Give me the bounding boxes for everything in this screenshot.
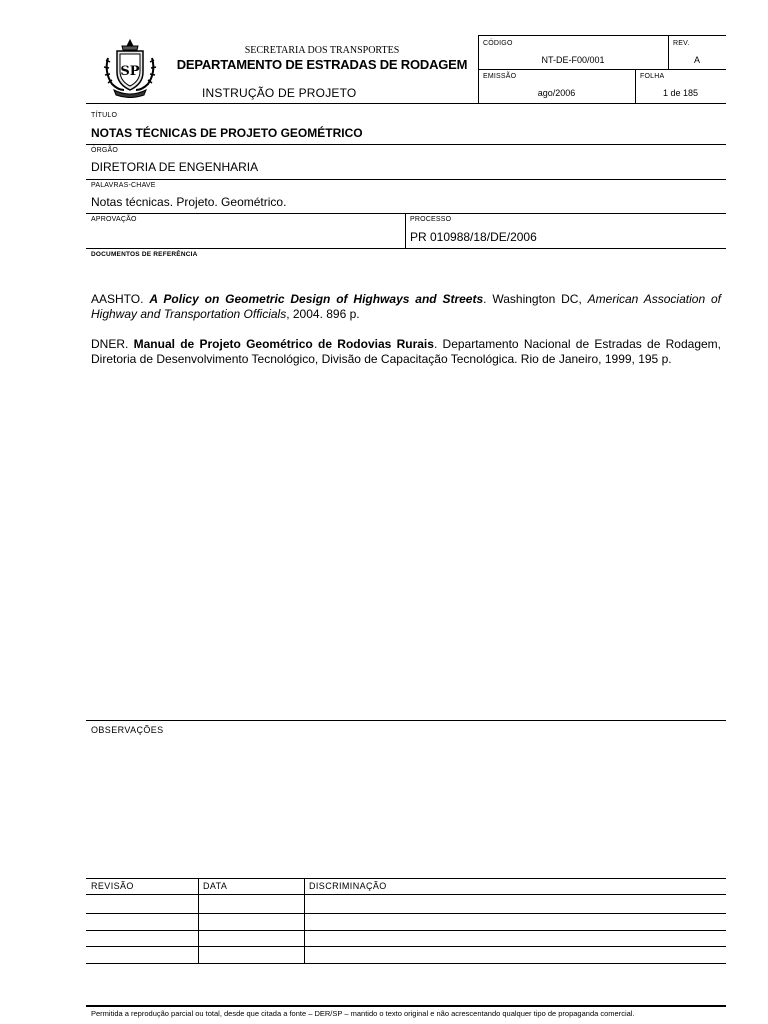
reference-author: AASHTO. [91, 292, 150, 306]
reference-title: Manual de Projeto Geométrico de Rodovias Rurais [133, 337, 434, 351]
orgao-value: DIRETORIA DE ENGENHARIA [91, 160, 259, 174]
departamento-text: DEPARTAMENTO DE ESTRADAS DE RODAGEM [176, 57, 468, 72]
codigo-value: NT-DE-F00/001 [541, 55, 605, 65]
column-header-data: DATA [203, 881, 228, 891]
folha-value: 1 de 185 [662, 88, 699, 98]
codigo-label: CÓDIGO [483, 40, 513, 47]
table-row [86, 914, 726, 929]
secretaria-text: SECRETARIA DOS TRANSPORTES [244, 45, 400, 56]
column-header-discriminacao: DISCRIMINAÇÃO [309, 881, 387, 891]
palavras-chave-value: Notas técnicas. Projeto. Geométrico. [91, 195, 287, 209]
sp-coat-of-arms-icon [102, 38, 158, 100]
palavras-chave-label: PALAVRAS-CHAVE [91, 182, 156, 189]
processo-label: PROCESSO [410, 216, 452, 223]
table-row [86, 931, 726, 945]
rev-value: A [693, 55, 700, 65]
folha-label: FOLHA [640, 73, 665, 80]
observacoes-label: OBSERVAÇÕES [91, 725, 164, 735]
titulo-value: NOTAS TÉCNICAS DE PROJETO GEOMÉTRICO [91, 126, 363, 140]
table-row [86, 895, 726, 912]
column-header-revisao: REVISÃO [91, 881, 134, 891]
aprovacao-label: APROVAÇÃO [91, 216, 137, 223]
reference-dner [91, 337, 721, 367]
reference-end: . Departamento Nacional de Estradas de Rodagem, Diretoria de Desenvolvimento Tecnológico, Divisão de Capacitação Tecnológica. Rio de Janeiro, 1999, 195 p. [91, 337, 722, 366]
document-type: INSTRUÇÃO DE PROJETO [202, 86, 357, 100]
table-row [86, 947, 726, 962]
rev-label: REV. [673, 40, 690, 47]
emissao-label: EMISSÃO [483, 73, 517, 80]
documentos-referencia-label: DOCUMENTOS DE REFERÊNCIA [91, 251, 198, 258]
reference-title: A Policy on Geometric Design of Highways and Streets [149, 292, 484, 306]
logo-text: SP [120, 64, 140, 79]
titulo-label: TÍTULO [91, 112, 118, 119]
emissao-value: ago/2006 [537, 88, 576, 98]
processo-value: PR 010988/18/DE/2006 [410, 230, 537, 244]
reference-mid: . Washington DC, [483, 292, 588, 306]
footer-copyright-text: Permitida a reprodução parcial ou total, desde que citada a fonte – DER/SP – mantido o texto original e não acrescentando qualquer tipo de propaganda comercial. [91, 1009, 635, 1018]
reference-author: DNER. [91, 337, 134, 351]
orgao-label: ÓRGÃO [91, 147, 119, 154]
reference-end: , 2004. 896 p. [286, 307, 360, 321]
reference-publisher: American Association of Highway and Transportation Officials [91, 292, 721, 321]
reference-aashto [91, 292, 721, 322]
